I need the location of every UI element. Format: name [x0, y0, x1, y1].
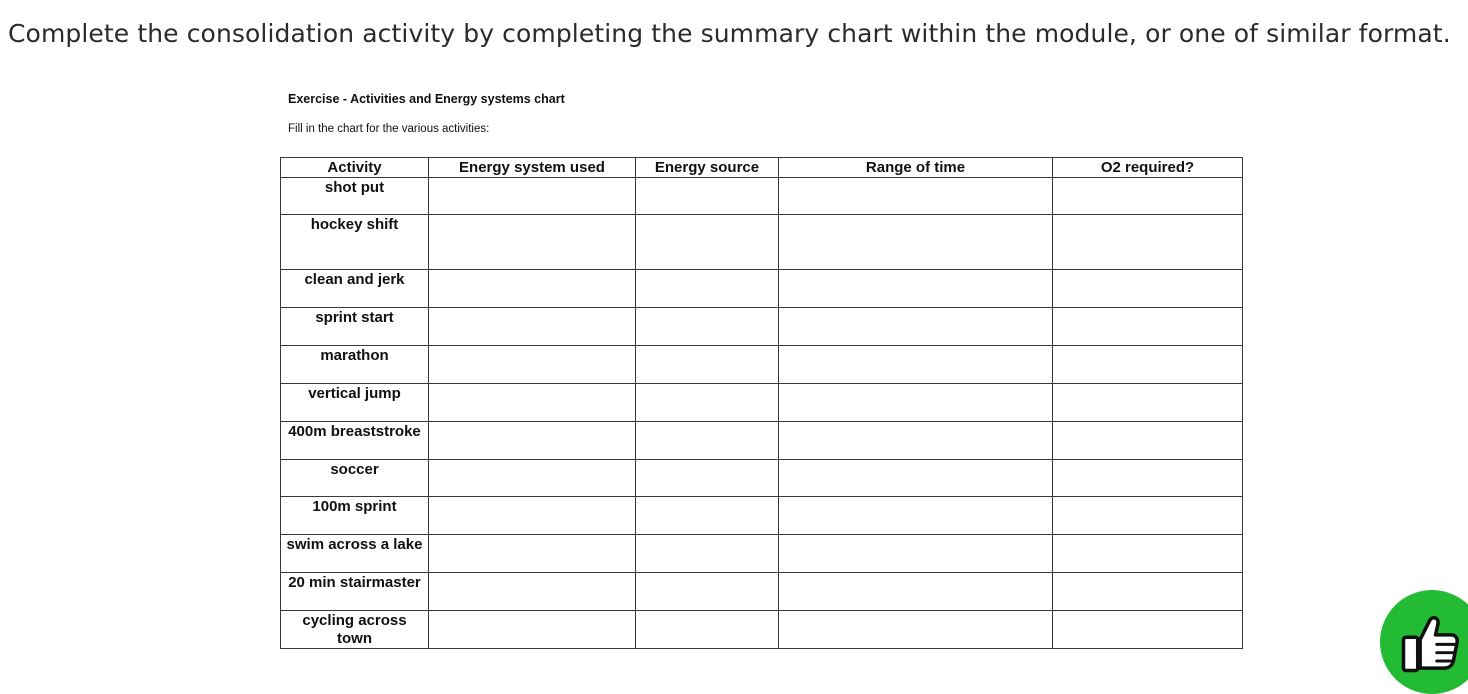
thumbs-up-icon	[1394, 604, 1468, 680]
activity-cell: 20 min stairmaster	[281, 573, 429, 611]
document-subtitle: Fill in the chart for the various activities:	[288, 123, 490, 135]
range-of-time-cell[interactable]	[779, 535, 1053, 573]
activity-cell: sprint start	[281, 308, 429, 346]
energy-source-cell[interactable]	[636, 270, 779, 308]
energy-system-cell[interactable]	[429, 346, 636, 384]
activities-energy-table	[280, 157, 1243, 649]
energy-source-cell[interactable]	[636, 535, 779, 573]
range-of-time-cell[interactable]	[779, 270, 1053, 308]
table-row	[281, 573, 1243, 611]
table-row	[281, 497, 1243, 535]
o2-required-cell[interactable]	[1053, 384, 1243, 422]
activity-cell: soccer	[281, 460, 429, 497]
activity-cell: swim across a lake	[281, 535, 429, 573]
o2-required-cell[interactable]	[1053, 611, 1243, 649]
energy-source-cell[interactable]	[636, 178, 779, 215]
activity-cell: marathon	[281, 346, 429, 384]
thumbs-up-button[interactable]	[1380, 590, 1468, 694]
energy-system-cell[interactable]	[429, 270, 636, 308]
range-of-time-cell[interactable]	[779, 497, 1053, 535]
energy-source-cell[interactable]	[636, 384, 779, 422]
table-row	[281, 346, 1243, 384]
table-row	[281, 460, 1243, 497]
range-of-time-cell[interactable]	[779, 215, 1053, 270]
range-of-time-cell[interactable]	[779, 346, 1053, 384]
range-of-time-cell[interactable]	[779, 460, 1053, 497]
activity-cell: clean and jerk	[281, 270, 429, 308]
table-row	[281, 178, 1243, 215]
energy-system-cell[interactable]	[429, 611, 636, 649]
instruction-text: Complete the consolidation activity by completing the summary chart within the module, or one of similar format.	[8, 19, 1451, 48]
o2-required-cell[interactable]	[1053, 270, 1243, 308]
range-of-time-cell[interactable]	[779, 573, 1053, 611]
energy-source-cell[interactable]	[636, 215, 779, 270]
range-of-time-cell[interactable]	[779, 384, 1053, 422]
table-row	[281, 611, 1243, 649]
energy-source-cell[interactable]	[636, 497, 779, 535]
o2-required-cell[interactable]	[1053, 497, 1243, 535]
range-of-time-cell[interactable]	[779, 178, 1053, 215]
header-energy-system: Energy system used	[429, 158, 636, 178]
header-o2-required: O2 required?	[1053, 158, 1243, 178]
table-header-row	[281, 158, 1243, 178]
energy-system-cell[interactable]	[429, 573, 636, 611]
document-title: Exercise - Activities and Energy systems chart	[288, 92, 565, 106]
energy-system-cell[interactable]	[429, 460, 636, 497]
header-range-of-time: Range of time	[779, 158, 1053, 178]
o2-required-cell[interactable]	[1053, 573, 1243, 611]
table-row	[281, 384, 1243, 422]
table-row	[281, 308, 1243, 346]
energy-source-cell[interactable]	[636, 422, 779, 460]
energy-system-cell[interactable]	[429, 535, 636, 573]
header-activity: Activity	[281, 158, 429, 178]
table-row	[281, 270, 1243, 308]
energy-system-cell[interactable]	[429, 384, 636, 422]
range-of-time-cell[interactable]	[779, 611, 1053, 649]
o2-required-cell[interactable]	[1053, 215, 1243, 270]
energy-system-cell[interactable]	[429, 215, 636, 270]
activity-cell: shot put	[281, 178, 429, 215]
activity-cell: 100m sprint	[281, 497, 429, 535]
energy-source-cell[interactable]	[636, 573, 779, 611]
activity-cell: vertical jump	[281, 384, 429, 422]
energy-system-cell[interactable]	[429, 497, 636, 535]
o2-required-cell[interactable]	[1053, 346, 1243, 384]
energy-system-cell[interactable]	[429, 308, 636, 346]
energy-system-cell[interactable]	[429, 178, 636, 215]
o2-required-cell[interactable]	[1053, 535, 1243, 573]
range-of-time-cell[interactable]	[779, 308, 1053, 346]
table-row	[281, 422, 1243, 460]
table-row	[281, 215, 1243, 270]
o2-required-cell[interactable]	[1053, 460, 1243, 497]
table-row	[281, 535, 1243, 573]
activity-cell: hockey shift	[281, 215, 429, 270]
range-of-time-cell[interactable]	[779, 422, 1053, 460]
o2-required-cell[interactable]	[1053, 422, 1243, 460]
energy-system-cell[interactable]	[429, 422, 636, 460]
energy-source-cell[interactable]	[636, 346, 779, 384]
activity-cell: cycling across town	[281, 611, 429, 649]
o2-required-cell[interactable]	[1053, 308, 1243, 346]
energy-source-cell[interactable]	[636, 308, 779, 346]
activity-cell: 400m breaststroke	[281, 422, 429, 460]
header-energy-source: Energy source	[636, 158, 779, 178]
energy-source-cell[interactable]	[636, 460, 779, 497]
o2-required-cell[interactable]	[1053, 178, 1243, 215]
energy-source-cell[interactable]	[636, 611, 779, 649]
